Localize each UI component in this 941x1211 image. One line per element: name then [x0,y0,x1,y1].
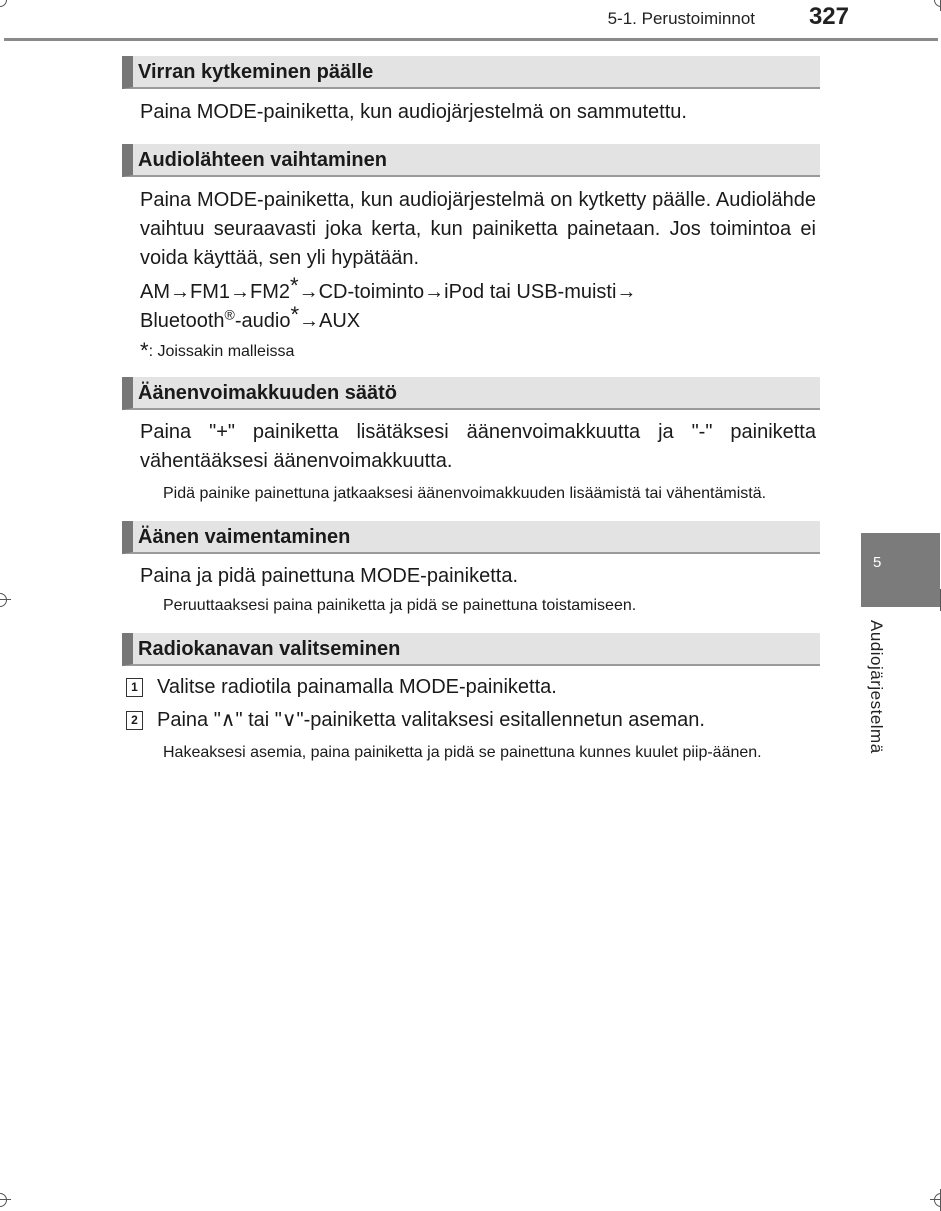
registration-mark-top-right-icon [930,0,941,11]
volume-note: Pidä painike painettuna jatkaaksesi äänenvoimakkuuden lisäämistä tai vähentämistä. [163,485,767,502]
step-number-badge: 2 [126,711,143,730]
step-text: Paina "∧" tai "∨"-painiketta valitaksesi esitallennetun aseman. [157,709,705,731]
header-rule [4,38,938,41]
page-number: 327 [808,3,849,30]
radio-note: Hakeaksesi asemia, paina painiketta ja pidä se painettuna kunnes kuulet piip-äänen. [163,744,762,761]
registration-mark-left-icon [0,589,11,611]
source-switch-text: Paina MODE-painiketta, kun audiojärjestelmä on kytketty päälle. Audiolähde vaihtuu seuraavasti joka kerta, kun painiketta painetaan. Jos toimintoa ei voida käyttää, sen yli hypätään. [140,189,816,269]
step-number-badge: 1 [126,678,143,697]
volume-text: Paina "+" painiketta lisätäksesi äänenvoimakkuutta ja "-" painiketta vähentääksesi äänenvoimakkuutta. [140,421,816,472]
source-sequence: AM→FM1→FM2*→CD-toiminto→iPod tai USB-muisti→ Bluetooth®-audio*→AUX [140,273,637,332]
mute-note: Peruuttaaksesi paina painiketta ja pidä se painettuna toistamiseen. [163,597,637,614]
footnote: *: Joissakin malleissa [140,338,295,363]
section-heading-volume: Äänenvoimakkuuden säätö [122,377,820,410]
section-heading-power-on: Virran kytkeminen päälle [122,56,820,89]
step-text: Valitse radiotila painamalla MODE-painiketta. [157,676,557,698]
running-header-section: 5-1. Perustoiminnot [607,9,755,28]
registration-mark-bottom-right-icon [930,1189,941,1211]
chapter-tab [861,533,940,607]
mute-text: Paina ja pidä painettuna MODE-painiketta. [140,565,519,587]
chapter-number: 5 [873,554,882,571]
section-heading-source-switch: Audiolähteen vaihtaminen [122,144,820,177]
section-heading-mute: Äänen vaimentaminen [122,521,820,554]
section-heading-radio: Radiokanavan valitseminen [122,633,820,666]
registration-mark-bottom-left-icon [0,1189,11,1211]
radio-step-2 [126,706,820,735]
page-content [122,56,820,764]
radio-step-1 [126,673,820,702]
registration-mark-top-left-icon [0,0,11,11]
chapter-title: Audiojärjestelmä [867,620,886,754]
power-on-text: Paina MODE-painiketta, kun audiojärjestelmä on sammutettu. [140,101,687,123]
